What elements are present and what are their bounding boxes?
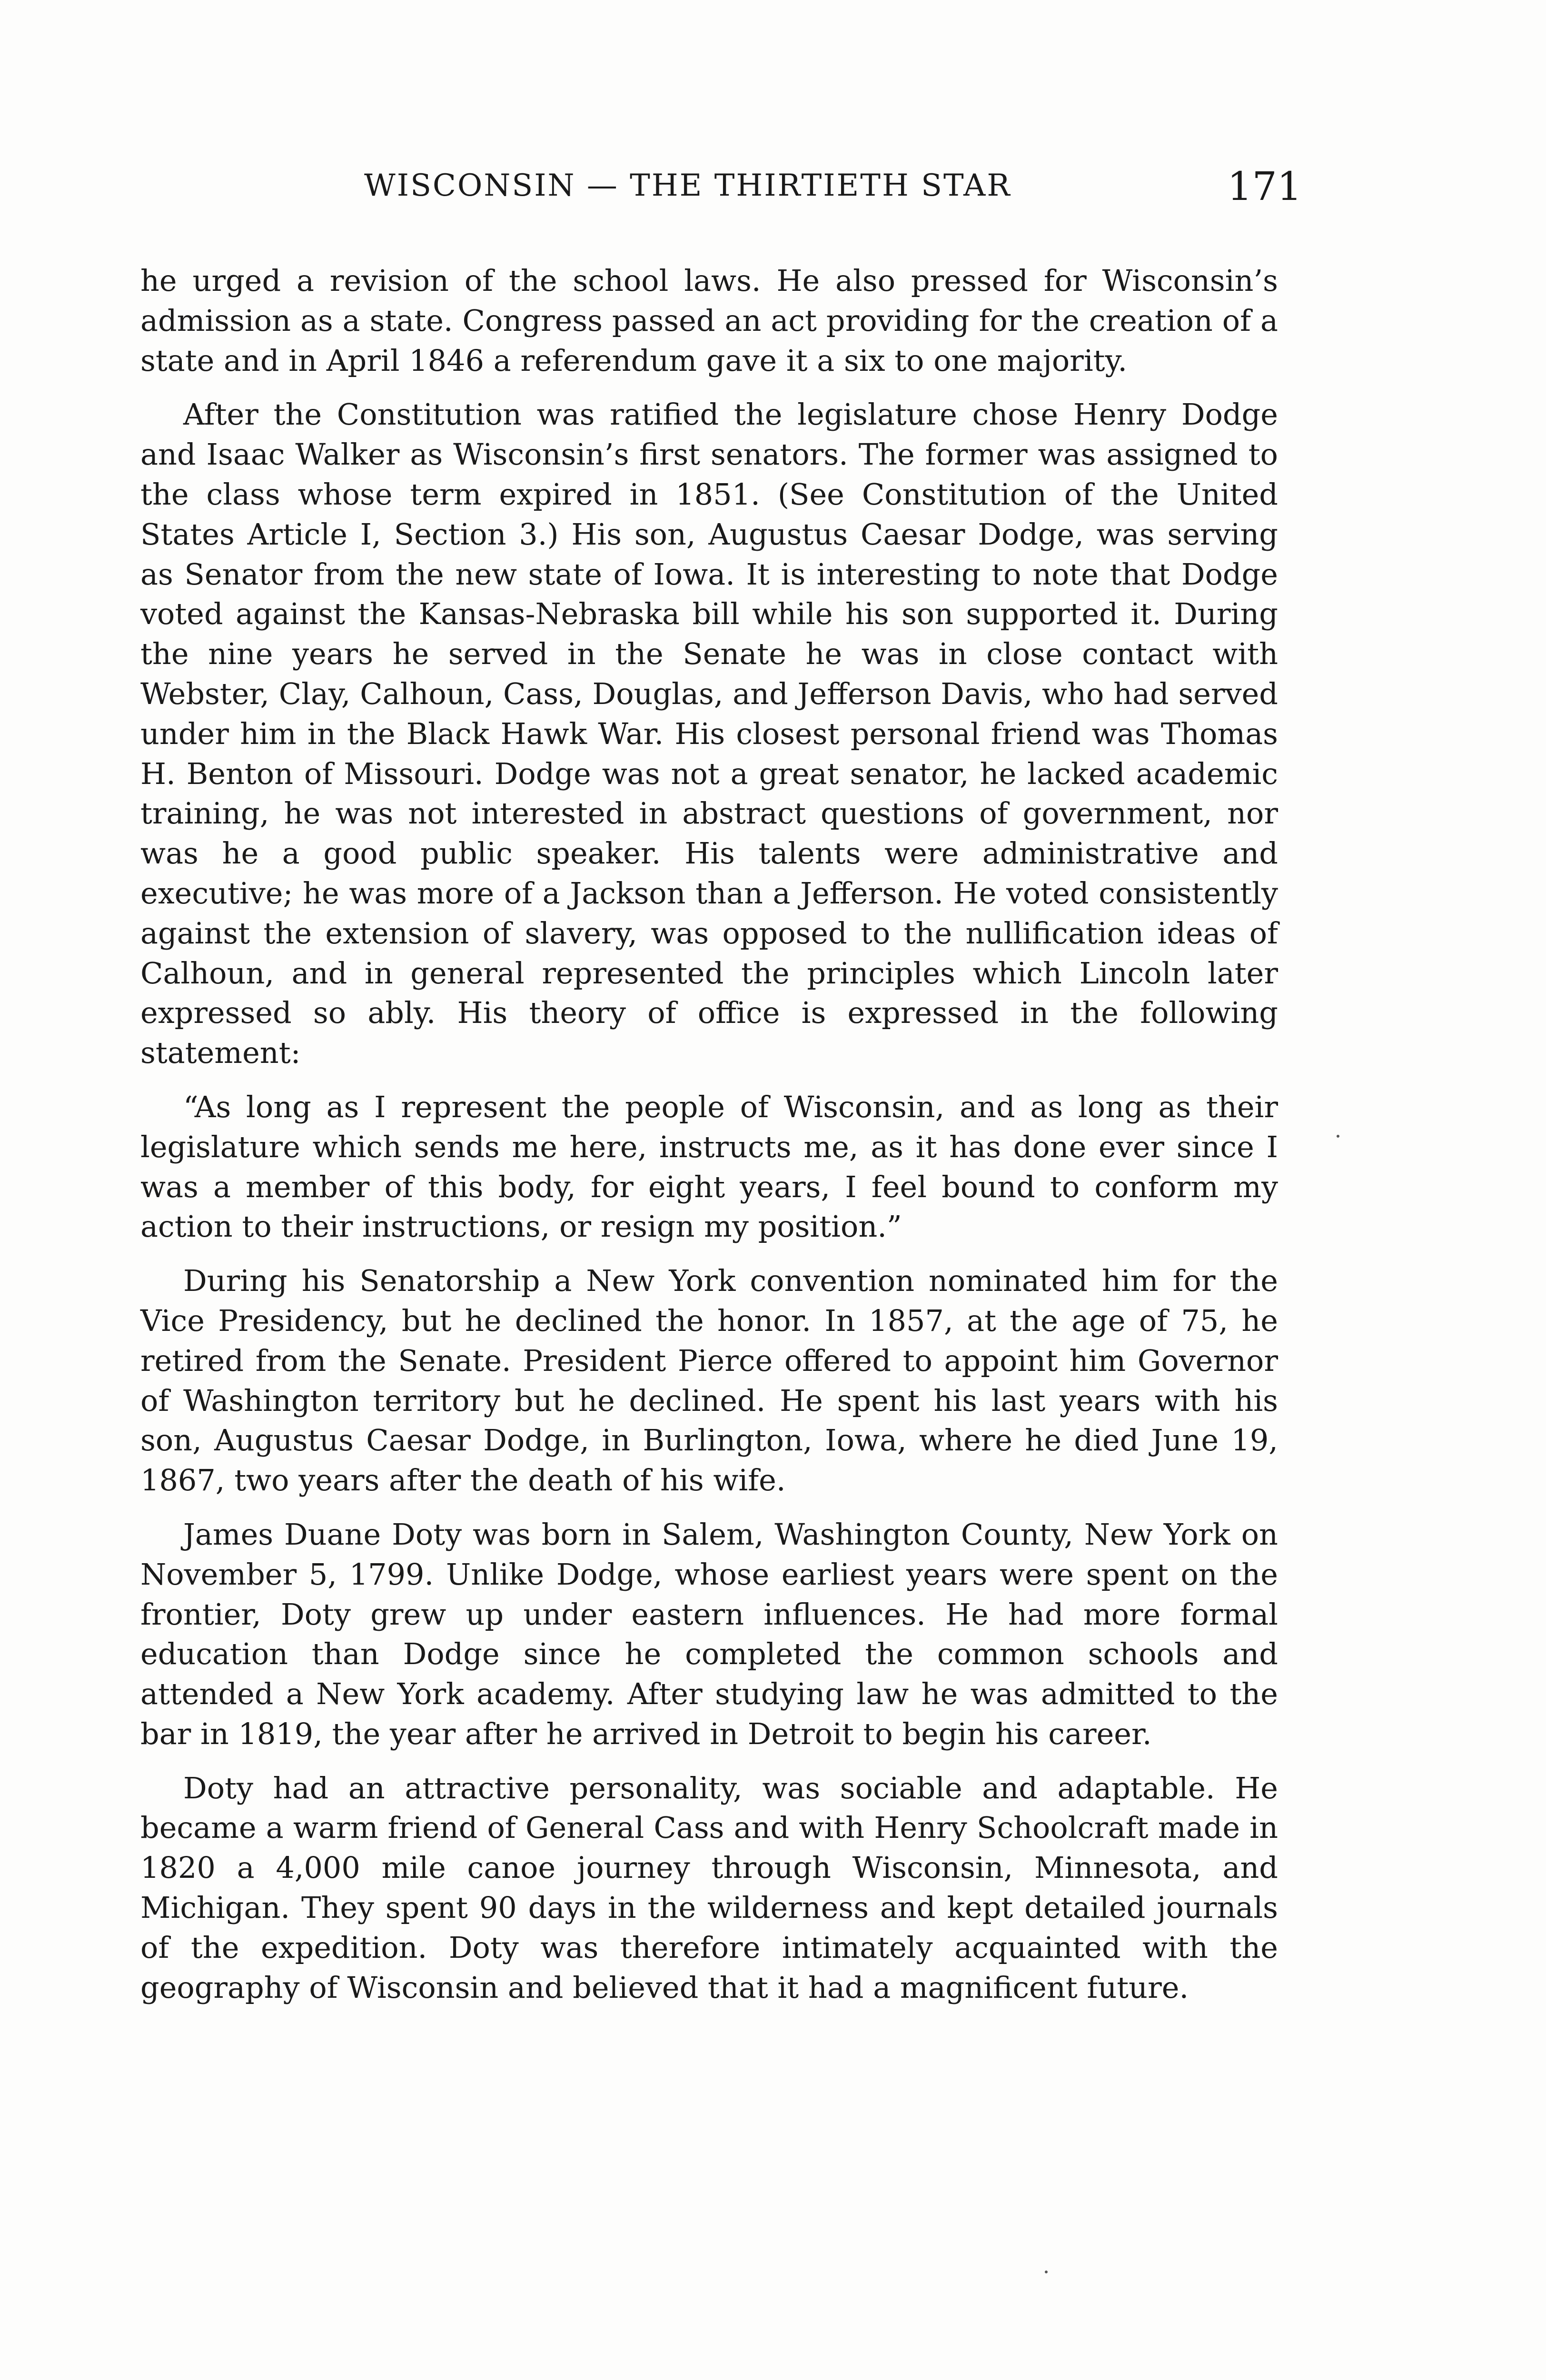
- paragraph-doty-journey: Doty had an attractive personality, was sociable and adaptable. He became a warm friend of General Cass and with Henry Schoolcraft made in 1820 a 4,000 mile canoe journey through Wisconsin, Minnesota, and Michigan. They spent 90 days in the wilderness and kept detailed journals of the expedition. Doty was therefore intimately acquainted with the geography of Wisconsin and believed that it had a magnificent future.: [140, 1770, 1278, 2005]
- paragraph-school-laws: he urged a revision of the school laws. He also pressed for Wisconsin’s admission as a state. Congress passed an act providing for the creation of a state and in April 1846 a referendum gave it a six to one majority.: [140, 263, 1278, 378]
- running-head: WISCONSIN — THE THIRTIETH STAR: [364, 168, 1011, 203]
- paragraph-first-senators: After the Constitution was ratified the legislature chose Henry Dodge and Isaac Walker as Wisconsin’s first senators. The former was assigned to the class whose term expired in 1851. (See Constitution of the United States Article I, Section 3.) His son, Augustus Caesar Dodge, was serving as Senator from the new state of Iowa. It is interesting to note that Dodge voted against the Kansas-Nebraska bill while his son supported it. During the nine years he served in the Senate he was in close contact with Webster, Clay, Calhoun, Cass, Douglas, and Jefferson Davis, who had served under him in the Black Hawk War. His closest personal friend was Thomas H. Benton of Missouri. Dodge was not a great senator, he lacked academic training, he was not interested in abstract questions of government, nor was he a good public speaker. His talents were administrative and executive; he was more of a Jackson than a Jefferson. He voted consistently against the extension of slavery, was opposed to the nullification ideas of Calhoun, and in general represented the principles which Lincoln later expressed so ably. His theory of office is expressed in the following statement:: [140, 397, 1278, 1071]
- body-text: [140, 261, 1278, 2007]
- page-header: [364, 164, 1302, 217]
- paragraph-senatorship-retirement: During his Senatorship a New York convention nominated him for the Vice Presidency, but he declined the honor. In 1857, at the age of 75, he retired from the Senate. President Pierce offered to appoint him Governor of Washington territory but he declined. He spent his last years with his son, Augustus Caesar Dodge, in Burlington, Iowa, where he died June 19, 1867, two years after the death of his wife.: [140, 1263, 1278, 1498]
- page-number: 171: [1227, 164, 1302, 209]
- scan-speck: [1045, 2271, 1048, 2273]
- paragraph-dodge-quotation: “As long as I represent the people of Wisconsin, and as long as their legislature which sends me here, instructs me, as it has done ever since I was a member of this body, for eight years, I feel bound to conform my action to their instructions, or resign my position.”: [140, 1089, 1278, 1244]
- scan-speck: [1337, 1135, 1339, 1138]
- paragraph-doty-biography: James Duane Doty was born in Salem, Washington County, New York on November 5, 1799. Unlike Dodge, whose earliest years were spent on the frontier, Doty grew up under eastern influences. He had more formal education than Dodge since he completed the common schools and attended a New York academy. After studying law he was admitted to the bar in 1819, the year after he arrived in Detroit to begin his career.: [140, 1517, 1278, 1751]
